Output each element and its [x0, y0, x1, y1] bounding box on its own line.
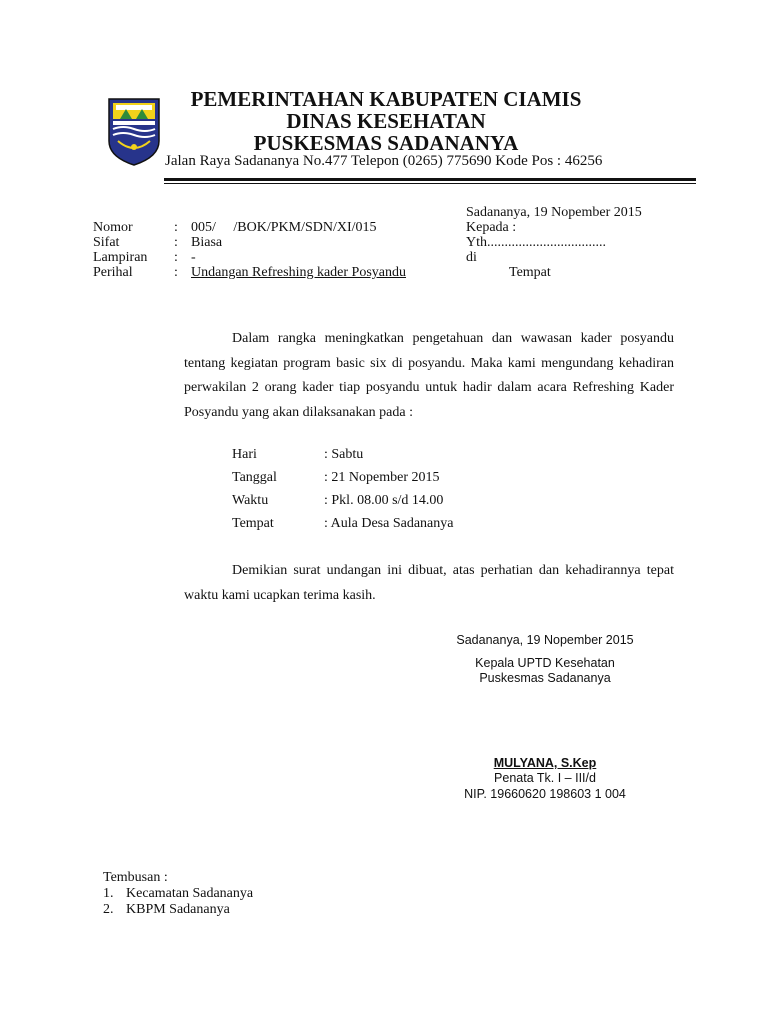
detail-label-tempat: Tempat [232, 516, 274, 531]
agency-name-line2: DINAS KESEHATAN [286, 109, 486, 133]
signatory-name: MULYANA, S.Kep [493, 756, 597, 770]
letterhead-address: Jalan Raya Sadananya No.477 Telepon (0265) 775690 Kode Pos : 46256 [165, 153, 603, 169]
meta-label-sifat: Sifat [93, 235, 120, 250]
agency-name-line3: PUSKESMAS SADANANYA [253, 131, 519, 155]
signatory-nip: NIP. 19660620 198603 1 004 [464, 787, 626, 801]
body-paragraph-text: Dalam rangka meningkatkan pengetahuan dan wawasan kader posyandu tentang kegiatan program basic six di posyandu. Maka kami mengundang kehadiran perwakilan 2 orang kader tiap posyandu untuk hadir dalam acara Refreshing Kader Posyandu yang akan dilaksanakan pada : [184, 331, 674, 420]
agency-name-line1: PEMERINTAHAN KABUPATEN CIAMIS [190, 87, 582, 111]
letterhead-divider-thin [164, 183, 696, 184]
meta-value-perihal: Undangan Refreshing kader Posyandu [191, 265, 407, 280]
tembusan-item: KBPM Sadananya [126, 902, 230, 917]
ciamis-emblem-icon [106, 95, 162, 167]
detail-label-tanggal: Tanggal [232, 470, 277, 485]
meta-value-lampiran: - [191, 250, 196, 265]
signature-title-line2: Puskesmas Sadananya [479, 671, 611, 685]
meta-sep: : [174, 220, 178, 235]
closing-paragraph-text: Demikian surat undangan ini dibuat, atas perhatian dan kehadirannya tepat waktu kami ucapkan terima kasih. [184, 563, 674, 603]
signature-date: Sadananya, 19 Nopember 2015 [456, 633, 634, 647]
meta-sep: : [174, 265, 178, 280]
meta-sep: : [174, 235, 178, 250]
tembusan-item-number: 1. [103, 886, 114, 901]
meta-label-perihal: Perihal [93, 265, 133, 280]
recipient-kepada: Kepada : [466, 220, 517, 235]
closing-paragraph [184, 559, 674, 608]
detail-value-tanggal: : 21 Nopember 2015 [324, 470, 440, 485]
detail-value-tempat: : Aula Desa Sadananya [324, 516, 454, 531]
detail-value-hari: : Sabtu [324, 447, 364, 462]
meta-value-nomor: 005/ /BOK/PKM/SDN/XI/015 [191, 220, 377, 235]
meta-sep: : [174, 250, 178, 265]
detail-label-hari: Hari [232, 447, 257, 462]
detail-label-waktu: Waktu [232, 493, 269, 508]
body-paragraph [184, 327, 674, 425]
tembusan-item: Kecamatan Sadananya [126, 886, 254, 901]
meta-label-nomor: Nomor [93, 220, 133, 235]
recipient-tempat: Tempat [509, 265, 551, 280]
tembusan-item-number: 2. [103, 902, 114, 917]
letter-date: Sadananya, 19 Nopember 2015 [466, 205, 642, 220]
tembusan-heading: Tembusan : [103, 870, 168, 885]
meta-value-sifat: Biasa [191, 235, 223, 250]
signature-title-line1: Kepala UPTD Kesehatan [475, 656, 615, 670]
letterhead-divider-thick [164, 178, 696, 181]
meta-label-lampiran: Lampiran [93, 250, 148, 265]
detail-value-waktu: : Pkl. 08.00 s/d 14.00 [324, 493, 444, 508]
signatory-rank: Penata Tk. I – III/d [494, 771, 596, 785]
recipient-di: di [466, 250, 477, 265]
recipient-yth: Yth.................................. [466, 235, 606, 250]
